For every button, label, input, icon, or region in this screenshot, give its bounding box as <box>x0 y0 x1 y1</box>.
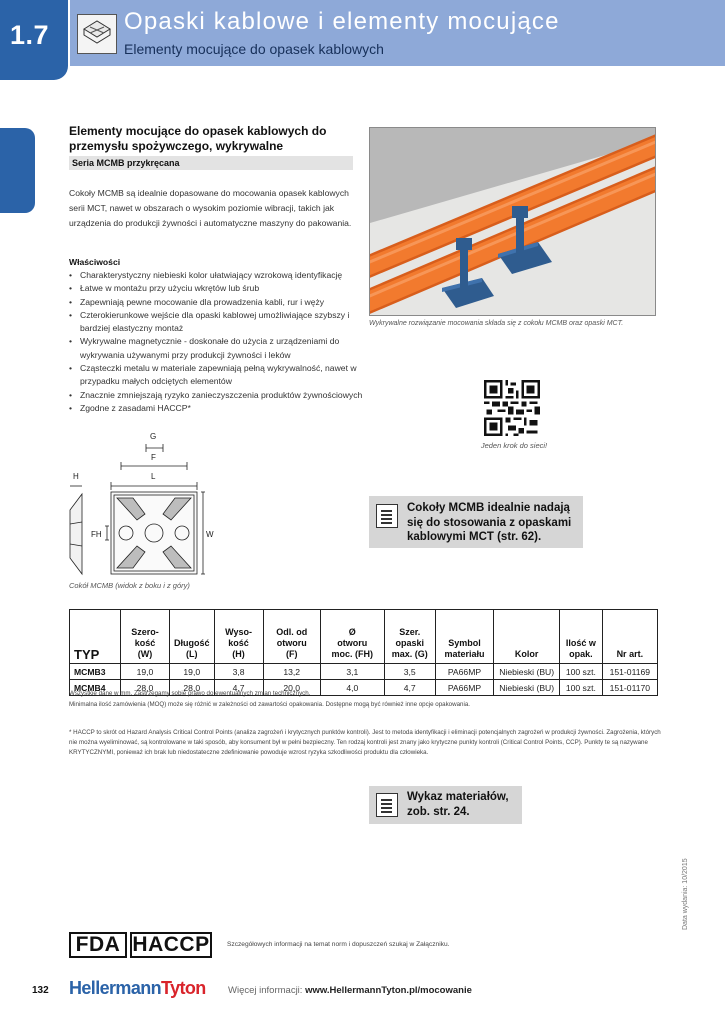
table-cell: 19,0 <box>121 664 170 680</box>
table-cell: 3,1 <box>320 664 384 680</box>
col-header-material: Symbol materiału <box>435 610 493 664</box>
col-header-pack-qty: Ilość w opak. <box>560 610 603 664</box>
col-header-color: Kolor <box>494 610 560 664</box>
qr-caption: Jeden krok do sieci! <box>480 441 548 450</box>
table-cell: PA66MP <box>435 680 493 696</box>
table-cell: 4,7 <box>384 680 435 696</box>
col-header-tie-width: Szer. opaski max. (G) <box>384 610 435 664</box>
cable-tie-mount-icon <box>77 14 117 54</box>
brand-logo <box>69 978 206 999</box>
table-header-row <box>70 610 658 664</box>
callout-materials-reference[interactable] <box>369 786 522 824</box>
table-cell: 4,7 <box>214 680 263 696</box>
dim-label-f: F <box>151 453 156 462</box>
table-cell: 3,8 <box>214 664 263 680</box>
note-line: Minimalna ilość zamówienia (MOQ) może się różnić w zależności od zawartości opakowania. Dostępne mogą być również inne opcje opakowania. <box>69 701 470 708</box>
product-photo <box>369 127 656 316</box>
col-header-height: Wyso- kość (H) <box>214 610 263 664</box>
callout-text: Wykaz materiałów, zob. str. 24. <box>407 791 509 818</box>
col-header-hole-diameter: Ø otworu moc. (FH) <box>320 610 384 664</box>
qr-code[interactable] <box>484 380 540 436</box>
list-item: • Zapewniają pewne mocowanie dla prowadzenia kabli, rur i węży <box>66 296 366 309</box>
table-cell: 3,5 <box>384 664 435 680</box>
table-cell: MCMB4 <box>70 680 121 696</box>
table-cell: 4,0 <box>320 680 384 696</box>
properties-list <box>66 269 366 415</box>
table-cell: 151-01170 <box>602 680 657 696</box>
table-cell: 28,0 <box>169 680 214 696</box>
list-item: • Czterokierunkowe wejście dla opaski kablowej umożliwiające szybszy i bardziej elastyczny montaż <box>66 309 366 336</box>
col-header-length: Długość (L) <box>169 610 214 664</box>
drawing-caption: Cokół MCMB (widok z boku i z góry) <box>69 581 190 590</box>
product-intro: Cokoły MCMB są idealnie dopasowane do mocowania opasek kablowych serii MCT, nawet w obszarach o wysokim poziomie wibracji, takich jak urządzenia do produkcji żywności i automatyczne maszyny do pakowania. <box>69 188 352 228</box>
table-cell: Niebieski (BU) <box>494 664 560 680</box>
list-item: • Wykrywalne magnetycznie - doskonałe do użycia z urządzeniami do wykrywania używanymi przy produkcji żywności i leków <box>66 335 366 362</box>
haccp-logo: HACCP <box>130 932 212 958</box>
section-tab <box>0 0 68 80</box>
product-table <box>69 609 658 696</box>
table-cell: 100 szt. <box>560 680 603 696</box>
photo-caption: Wykrywalne rozwiązanie mocowania składa się z cokołu MCMB oraz opaski MCT. <box>369 320 624 327</box>
callout-mct-reference[interactable] <box>369 496 583 548</box>
col-header-typ: TYP <box>70 610 121 664</box>
list-item: • Cząsteczki metalu w materiale zapewniają pełną wykrywalność, nawet w przypadku małych odciętych elementów <box>66 362 366 389</box>
table-notes <box>69 688 669 710</box>
table-cell: 20,0 <box>263 680 320 696</box>
dim-label-fh: FH <box>91 530 102 539</box>
brand-part-1: Hellermann <box>69 978 162 998</box>
table-cell: PA66MP <box>435 664 493 680</box>
dim-label-l: L <box>151 472 156 481</box>
list-item: • Łatwe w montażu przy użyciu wkrętów lub śrub <box>66 282 366 295</box>
table-cell: Niebieski (BU) <box>494 680 560 696</box>
technical-drawing <box>65 432 235 578</box>
table-cell: 13,2 <box>263 664 320 680</box>
fda-logo: FDA <box>69 932 127 958</box>
document-icon <box>376 793 398 817</box>
more-info-label: Więcej informacji: <box>228 985 303 996</box>
section-number: 1.7 <box>10 20 50 50</box>
page-subtitle: Elementy mocujące do opasek kablowych <box>124 41 384 57</box>
col-header-article-no: Nr art. <box>602 610 657 664</box>
side-tab-marker <box>0 128 35 213</box>
brand-part-2: Tyton <box>161 978 206 998</box>
list-item: • Znacznie zmniejszają ryzyko zanieczyszczenia produktów żywnościowych <box>66 389 366 402</box>
product-title: Elementy mocujące do opasek kablowych do przemysłu spożywczego, wykrywalne <box>69 124 327 153</box>
more-info <box>228 985 472 996</box>
dim-label-g: G <box>150 432 157 441</box>
properties-heading: Właściwości <box>69 257 121 267</box>
page-title: Opaski kablowe i elementy mocujące <box>124 8 560 35</box>
document-icon <box>376 504 398 528</box>
page-number: 132 <box>32 985 49 996</box>
col-header-hole-distance: Odl. od otworu (F) <box>263 610 320 664</box>
table-row <box>70 664 658 680</box>
series-label: Seria MCMB przykręcana <box>69 156 353 170</box>
table-cell: 19,0 <box>169 664 214 680</box>
table-cell: MCMB3 <box>70 664 121 680</box>
haccp-footnote: * HACCP to skrót od Hazard Analysis Critical Control Points (analiza zagrożeń i krytycznych punktów kontroli). Jest to metoda identyfikacji i eliminacji potencjalnych zagrożeń w produkcji żywności. Zagrożenia, których nie można wyeliminować, są kontrolowane w taki sposób, aby konsument był w pełni bezpieczny. Ten rodzaj kontroli jest znany jako krytyczne punkty kontroli (Critical Control Points, CCP). Punkty te są nazywane KRYTYCZNYMI, ponieważ ich brak lub niedostateczne zdefiniowanie powoduje wzrost ryzyka szkodliwości produktu dla człowieka. <box>69 729 661 756</box>
list-item: • Zgodne z zasadami HACCP* <box>66 402 366 415</box>
dim-label-w: W <box>206 530 214 539</box>
list-item: • Charakterystyczny niebieski kolor ułatwiający wzrokową identyfikację <box>66 269 366 282</box>
note-line: Wszystkie dane w mm. Zastrzegamy sobie prawo do ewentualnych zmian technicznych. <box>69 690 311 697</box>
dim-label-h: H <box>73 472 79 481</box>
table-cell: 100 szt. <box>560 664 603 680</box>
callout-text: Cokoły MCMB idealnie nadają się do stosowania z opaskami kablowymi MCT (str. 62). <box>407 502 572 543</box>
edition-date: Data wydania: 10/2015 <box>682 858 689 930</box>
col-header-width: Szero- kość (W) <box>121 610 170 664</box>
table-cell: 28,0 <box>121 680 170 696</box>
table-cell: 151-01169 <box>602 664 657 680</box>
certification-info: Szczegółowych informacji na temat norm i dopuszczeń szukaj w Załączniku. <box>227 941 450 948</box>
more-info-link[interactable]: www.HellermannTyton.pl/mocowanie <box>305 985 472 996</box>
